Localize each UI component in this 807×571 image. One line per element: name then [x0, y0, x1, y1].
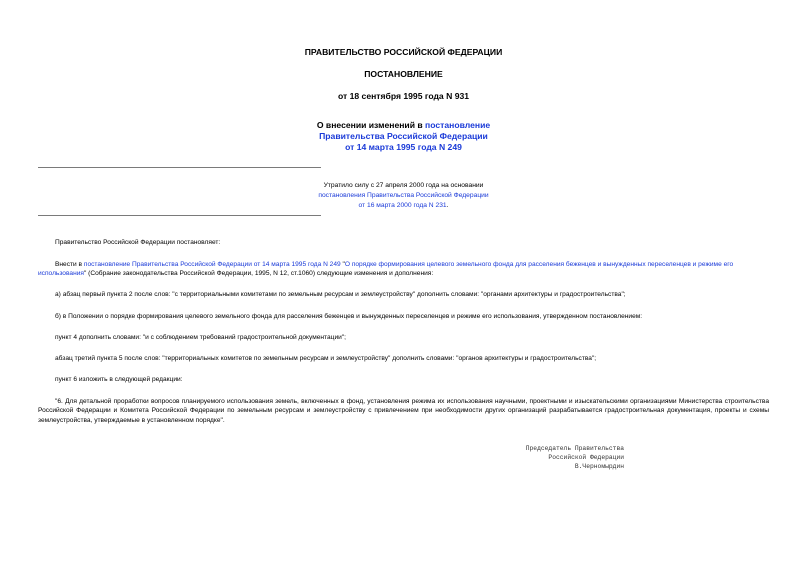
paragraph-amend-quote: ": [340, 261, 345, 268]
signature-block: [400, 444, 624, 471]
paragraph-point-5: абзац третий пункта 5 после слов: "территориальных комитетов по земельным ресурсам и землеустройству" дополнить словами: "органов архитектуры и градостроительства";: [55, 355, 597, 362]
signature-name: В.Черномырдин: [574, 463, 624, 470]
paragraph-amend-end: " (Собрание законодательства Российской Федерации, 1995, N 12, ст.1060) следующие изменения и дополнения:: [83, 270, 434, 278]
link-resolution-249[interactable]: постановление Правительства Российской Федерации от 14 марта 1995 года N 249: [83, 261, 341, 268]
subject-link-date[interactable]: от 14 марта 1995 года N 249: [345, 142, 462, 152]
expiry-note-link-government[interactable]: постановления Правительства Российской Федерации: [318, 192, 489, 199]
document-type: ПОСТАНОВЛЕНИЕ: [364, 69, 443, 79]
paragraph-amend: [38, 260, 769, 279]
signature-title: Председатель Правительства: [525, 445, 624, 452]
authority-heading: ПРАВИТЕЛЬСТВО РОССИЙСКОЙ ФЕДЕРАЦИИ: [304, 47, 503, 57]
paragraph-amend-start: Внести в: [55, 261, 84, 268]
expiry-note-end: .: [446, 202, 449, 209]
expiry-note-link-date[interactable]: от 16 марта 2000 года N 231: [358, 202, 447, 209]
signature-body: Российской Федерации: [548, 454, 624, 461]
paragraph-point-6-intro: пункт 6 изложить в следующей редакции:: [55, 376, 183, 383]
divider-bottom: [38, 215, 321, 216]
subject-link-government[interactable]: Правительства Российской Федерации: [319, 131, 488, 141]
subject-link-resolution[interactable]: постановление: [425, 120, 491, 130]
divider-top: [38, 167, 321, 168]
paragraph-point-4: пункт 4 дополнить словами: "и с соблюдением требований градостроительной документации";: [55, 334, 346, 341]
paragraph-preamble: Правительство Российской Федерации постановляет:: [55, 239, 221, 246]
expiry-note: [0, 181, 807, 211]
paragraph-item-b: б) в Положении о порядке формирования целевого земельного фонда для расселения беженцев и вынужденных переселенцев и режиме его использования, утвержденном постановлением:: [55, 313, 643, 320]
paragraph-point-6-text: "6. Для детальной проработки вопросов планируемого использования земель, включенных в фонд, установления режима их использования научными, проектными и изыскательскими организациями Министерства строительства Российской Федерации и Комитета Российской Федерации по земельным ресурсам и землеустройству с привлечением при необходимости других организаций разрабатывается градостроительная документация, проекты и схемы землеустройства, утверждаемые в установленном порядке".: [38, 398, 769, 424]
paragraph-item-a: а) абзац первый пункта 2 после слов: "с территориальными комитетами по земельным ресурсам и землеустройству" дополнить словами: "органами архитектуры и градостроительства";: [55, 291, 626, 298]
link-resolution-title[interactable]: О порядке формирования целевого земельного фонда для расселения беженцев и вынужденных переселенцев и режиме его использования: [38, 261, 734, 278]
document-subject: [0, 120, 807, 153]
document-date-number: от 18 сентября 1995 года N 931: [337, 91, 470, 101]
subject-prefix: О внесении изменений в: [316, 120, 426, 130]
expiry-note-line1: Утратило силу с 27 апреля 2000 года на основании: [323, 182, 484, 189]
